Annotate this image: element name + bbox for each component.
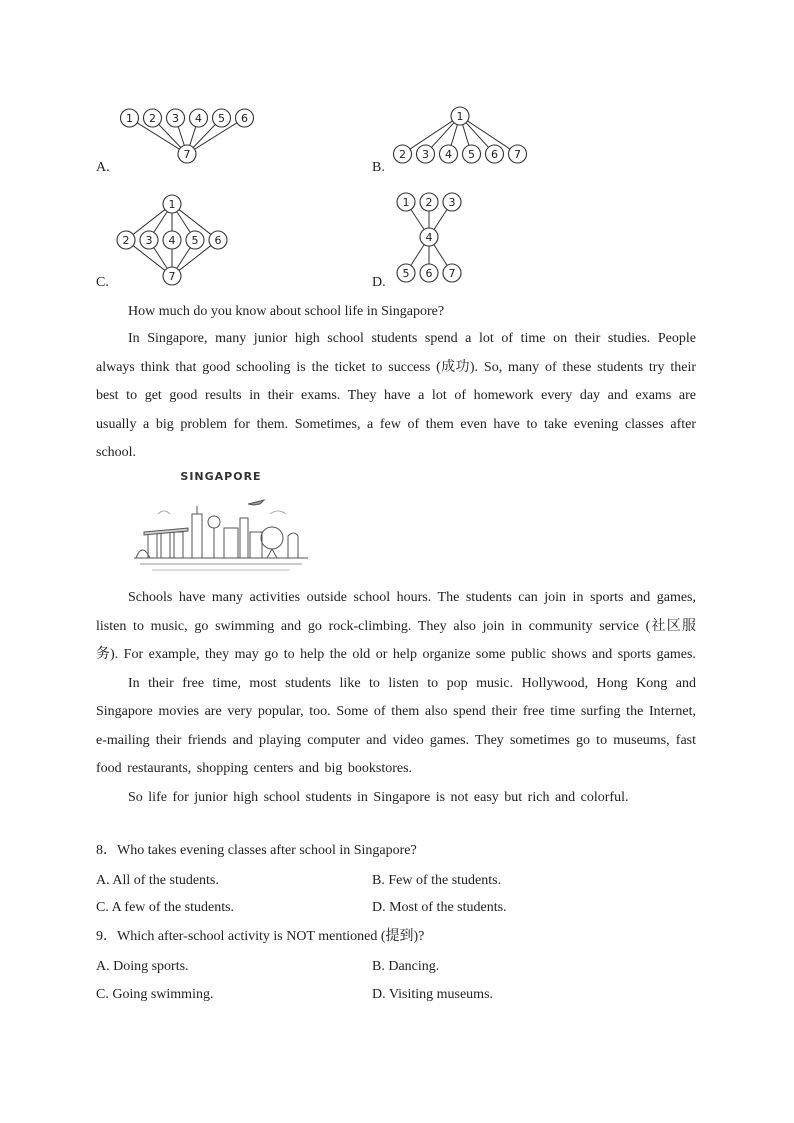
svg-text:3: 3 — [145, 234, 153, 247]
svg-text:2: 2 — [425, 196, 433, 209]
diagram-node-7 — [443, 264, 461, 282]
svg-text:2: 2 — [399, 148, 406, 161]
passage-paragraph-2: Schools have many activities outside school hours. The students can join in sports and games, listen to music, go swimming and go rock-climbing. They also join in community service (社区服务). For example, they may go to help the old or help organize some public shows and sports games. — [96, 590, 696, 662]
option-c-label: C. — [96, 275, 109, 290]
question-8-choice-a[interactable]: A. All of the students. — [96, 873, 219, 888]
svg-text:1: 1 — [126, 112, 133, 125]
question-8: 8．Who takes evening classes after school in Singapore? — [96, 843, 417, 858]
diagram-edge — [432, 123, 454, 148]
question-8-choice-d[interactable]: D. Most of the students. — [372, 900, 507, 915]
diagram-node-3 — [167, 109, 185, 127]
diagram-node-4 — [440, 145, 458, 163]
svg-text:5: 5 — [218, 112, 225, 125]
option-d-diagram — [392, 190, 467, 288]
diagram-node-2 — [144, 109, 162, 127]
svg-text:2: 2 — [122, 234, 130, 247]
svg-text:1: 1 — [402, 196, 410, 209]
diagram-node-6 — [486, 145, 504, 163]
diagram-edge — [463, 125, 469, 146]
passage-paragraph-4: So life for junior high school students in Singapore is not easy but rich and colorful. — [128, 789, 629, 805]
svg-text:4: 4 — [445, 148, 452, 161]
passage-block-1 — [96, 325, 696, 468]
diagram-node-2 — [394, 145, 412, 163]
diagram-node-5 — [213, 109, 231, 127]
diagram-node-2 — [117, 231, 135, 249]
svg-text:3: 3 — [172, 112, 179, 125]
option-a-diagram — [115, 104, 260, 166]
svg-text:3: 3 — [422, 148, 429, 161]
diagram-node-4 — [163, 231, 181, 249]
option-a-label: A. — [96, 160, 110, 175]
diagram-edge — [177, 248, 190, 269]
diagram-node-1 — [163, 195, 181, 213]
svg-text:3: 3 — [448, 196, 456, 209]
svg-text:6: 6 — [214, 234, 222, 247]
diagram-edge — [434, 245, 447, 266]
svg-text:5: 5 — [468, 148, 475, 161]
diagram-node-7 — [163, 267, 181, 285]
svg-text:6: 6 — [491, 148, 498, 161]
svg-text:4: 4 — [195, 112, 202, 125]
diagram-node-3 — [417, 145, 435, 163]
diagram-node-6 — [420, 264, 438, 282]
question-9-choice-c[interactable]: C. Going swimming. — [96, 987, 214, 1002]
passage-block-2 — [96, 584, 696, 812]
diagram-node-7 — [509, 145, 527, 163]
diagram-node-5 — [397, 264, 415, 282]
option-b-diagram — [388, 104, 538, 166]
svg-text:6: 6 — [425, 267, 433, 280]
diagram-edge — [466, 123, 488, 148]
question-8-choice-b[interactable]: B. Few of the students. — [372, 873, 502, 888]
svg-text:7: 7 — [183, 148, 191, 161]
svg-text:4: 4 — [425, 231, 433, 244]
diagram-node-3 — [140, 231, 158, 249]
question-9-choice-b[interactable]: B. Dancing. — [372, 959, 440, 974]
diagram-node-7 — [178, 145, 196, 163]
diagram-node-1 — [451, 107, 469, 125]
diagram-edge — [451, 125, 457, 146]
passage-paragraph-3: In their free time, most students like to listen to pop music. Hollywood, Hong Kong and Singapore movies are very popular, too. Some of them also spend their free time surfing the Internet, e-mailing their friends and playing computer and video games. They sometimes go to museums, fast food restaurants, shopping centers and big bookstores. — [96, 675, 696, 776]
option-d-label: D. — [372, 275, 386, 290]
question-9-choice-d[interactable]: D. Visiting museums. — [372, 987, 494, 1002]
diagram-node-1 — [121, 109, 139, 127]
diagram-b-svg — [388, 104, 538, 166]
diagram-edge — [190, 127, 196, 146]
diagram-edge — [411, 210, 424, 230]
svg-text:5: 5 — [402, 267, 410, 280]
singapore-illustration — [128, 470, 314, 578]
diagram-edge — [178, 127, 184, 146]
svg-text:7: 7 — [168, 270, 176, 283]
passage-paragraph-1: In Singapore, many junior high school students spend a lot of time on their studies. People always think that good schooling is the ticket to success (成功). So, many of these students try their best to get good results in their exams. They have a lot of homework every day and exams are usually a big problem for them. Sometimes, a few of them even have to take evening classes after school. — [96, 331, 696, 460]
passage-title: How much do you know about school life in Singapore? — [128, 304, 445, 319]
svg-text:4: 4 — [168, 234, 176, 247]
svg-text:2: 2 — [149, 112, 156, 125]
illustration-caption: SINGAPORE — [180, 470, 262, 483]
diagram-node-2 — [420, 193, 438, 211]
diagram-node-6 — [236, 109, 254, 127]
diagram-node-1 — [397, 193, 415, 211]
option-b-label: B. — [372, 160, 385, 175]
question-9: 9．Which after-school activity is NOT mentioned (提到)? — [96, 929, 425, 944]
question-8-choice-c[interactable]: C. A few of the students. — [96, 900, 235, 915]
city-skyline-icon — [128, 470, 314, 578]
diagram-node-5 — [463, 145, 481, 163]
svg-text:7: 7 — [514, 148, 521, 161]
diagram-edge — [177, 212, 190, 233]
svg-text:6: 6 — [241, 112, 248, 125]
svg-text:5: 5 — [191, 234, 199, 247]
option-c-diagram — [110, 192, 235, 290]
diagram-a-svg — [115, 104, 260, 166]
diagram-node-4 — [420, 228, 438, 246]
diagram-node-6 — [209, 231, 227, 249]
diagram-node-3 — [443, 193, 461, 211]
svg-text:1: 1 — [456, 110, 464, 123]
diagram-edge — [434, 210, 447, 230]
diagram-edge — [159, 124, 181, 147]
diagram-node-4 — [190, 109, 208, 127]
diagram-d-svg — [392, 190, 467, 288]
diagram-edge — [154, 248, 167, 269]
question-9-choice-a[interactable]: A. Doing sports. — [96, 959, 189, 974]
diagram-c-svg — [110, 192, 235, 290]
diagram-node-5 — [186, 231, 204, 249]
diagram-edge — [193, 124, 215, 147]
svg-text:7: 7 — [448, 267, 456, 280]
svg-text:1: 1 — [168, 198, 176, 211]
diagram-edge — [154, 212, 167, 233]
diagram-edge — [411, 245, 424, 266]
